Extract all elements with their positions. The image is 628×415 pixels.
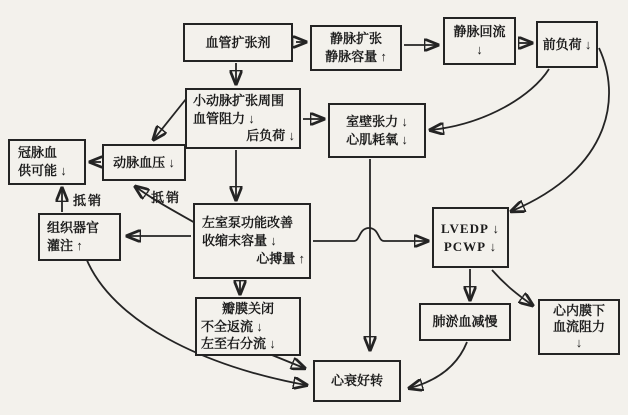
arrow-arteriole-to-arterial-pressure: [154, 99, 186, 139]
node-line: 心搏量 ↑: [256, 250, 305, 266]
node-line: 静脉回流: [453, 24, 506, 40]
node-line: 血管扩张剂: [205, 34, 271, 50]
node-wall-tension: [328, 103, 426, 158]
node-line: 静脉容量 ↑: [325, 49, 387, 64]
node-line: 血流阻力: [552, 318, 605, 334]
node-line: 不全返流 ↓: [201, 318, 263, 334]
node-lv-pump: [193, 203, 311, 279]
arrow-preload-to-lvedp: [512, 48, 609, 211]
edge-label-offset-perfusion: 抵销: [73, 193, 104, 208]
node-line: LVEDP ↓: [441, 220, 500, 236]
node-line: 左室泵功能改善: [202, 215, 294, 231]
node-line: 供可能 ↓: [18, 163, 67, 178]
node-line: 收缩末容量 ↓: [202, 233, 277, 249]
node-line: ↓: [575, 335, 583, 351]
node-line: 灌注 ↑: [47, 238, 83, 253]
node-line: 肺淤血减慢: [432, 314, 498, 330]
node-arteriole-dilation: [185, 88, 301, 149]
node-line: 后负荷 ↓: [246, 128, 295, 144]
node-valve-regurgitation: [195, 297, 301, 356]
node-line: 动脉血压 ↓: [113, 154, 175, 170]
node-venous-dilation: [310, 25, 402, 71]
node-subendocardial: [538, 299, 620, 355]
node-line: 前负荷 ↓: [542, 36, 592, 52]
node-lvedp-pcwp: [432, 207, 509, 268]
arrow-preload-to-wall-tension: [431, 69, 549, 130]
node-line: 静脉扩张: [329, 31, 382, 47]
arrow-lvedp-to-subendocardial: [492, 270, 532, 305]
arrow-pulmonary-congestion-to-hf-improvement: [410, 342, 467, 388]
node-line: 室壁张力 ↓: [346, 113, 408, 129]
node-preload: [536, 21, 598, 68]
node-line: ↓: [476, 42, 483, 57]
node-hf-improvement: [313, 360, 401, 402]
node-organ-perfusion: [38, 213, 121, 261]
node-pulmonary-congestion: [419, 303, 511, 341]
node-vasodilator: [183, 23, 293, 62]
node-line: PCWP ↓: [443, 238, 498, 254]
node-line: 左至右分流 ↓: [201, 336, 276, 352]
node-line: 组织器官: [47, 220, 100, 236]
node-arterial-pressure: [102, 144, 186, 181]
node-line: 心肌耗氧 ↓: [346, 131, 408, 147]
node-venous-return: [443, 17, 516, 65]
node-line: 冠脉血: [18, 145, 58, 161]
node-line: 心内膜下: [552, 302, 605, 318]
node-line: 心衰好转: [330, 373, 383, 389]
node-line: 瓣膜关闭: [221, 300, 274, 316]
node-line: 小动脉扩张周围: [193, 92, 285, 108]
node-coronary-supply: [8, 139, 86, 185]
edge-label-offset-lv-pump: 抵销: [151, 190, 182, 205]
node-line: 血管阻力 ↓: [193, 110, 255, 126]
